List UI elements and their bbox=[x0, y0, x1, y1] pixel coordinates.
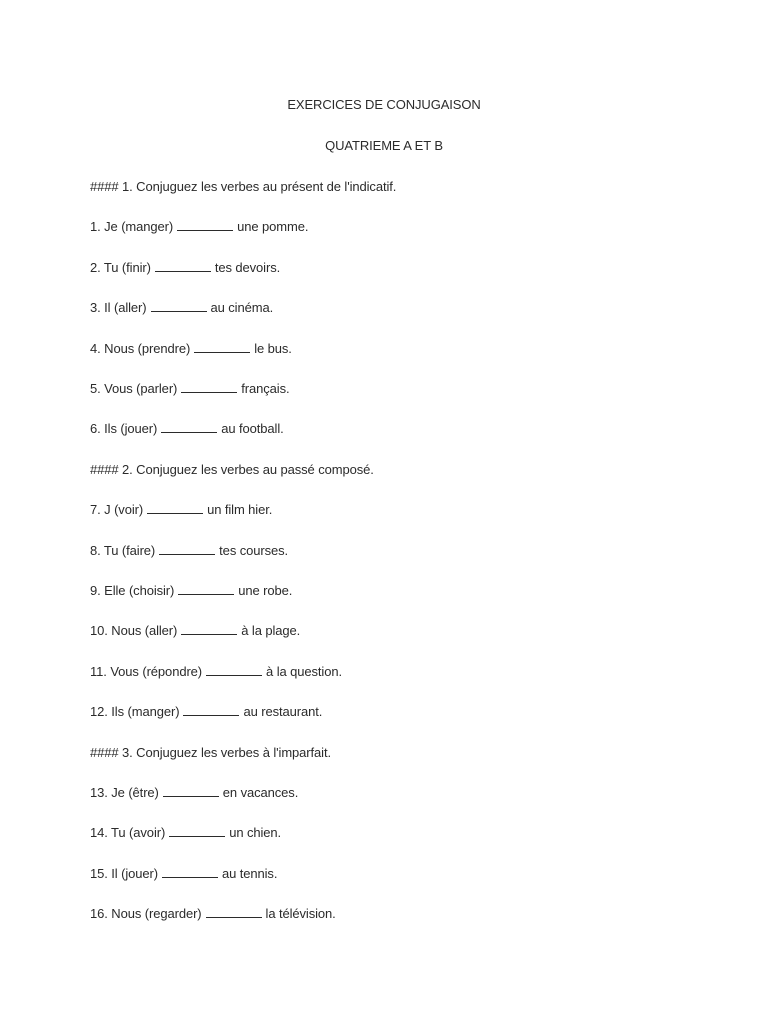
exercise-line bbox=[90, 866, 277, 882]
answer-blank[interactable] bbox=[169, 825, 225, 837]
answer-blank[interactable] bbox=[183, 704, 239, 716]
answer-blank[interactable] bbox=[147, 502, 203, 514]
exercise-rest: tes devoirs. bbox=[214, 260, 281, 275]
exercise-prompt: 13. Je (être) bbox=[90, 785, 159, 800]
answer-blank[interactable] bbox=[181, 381, 237, 393]
exercise-rest: un film hier. bbox=[207, 502, 273, 517]
exercise-line bbox=[90, 906, 336, 922]
answer-blank[interactable] bbox=[161, 421, 217, 433]
answer-blank[interactable] bbox=[177, 219, 233, 231]
exercise-prompt: 6. Ils (jouer) bbox=[90, 421, 158, 436]
exercise-line bbox=[90, 381, 290, 397]
exercise-line bbox=[90, 583, 292, 599]
exercise-rest: tes courses. bbox=[219, 543, 289, 558]
exercise-line bbox=[90, 543, 288, 559]
exercise-prompt: 3. Il (aller) bbox=[90, 300, 147, 315]
exercise-prompt: 9. Elle (choisir) bbox=[90, 583, 175, 598]
exercise-rest: une robe. bbox=[238, 583, 293, 598]
exercise-rest: une pomme. bbox=[237, 219, 309, 234]
exercise-rest: à la question. bbox=[266, 664, 342, 679]
section-heading-3: #### 3. Conjuguez les verbes à l'imparfait. bbox=[90, 745, 331, 760]
exercise-line bbox=[90, 219, 308, 235]
exercise-rest: à la plage. bbox=[241, 623, 301, 638]
exercise-line bbox=[90, 623, 300, 639]
document-title: EXERCICES DE CONJUGAISON bbox=[287, 97, 481, 112]
exercise-prompt: 4. Nous (prendre) bbox=[90, 341, 191, 356]
section-heading-2: #### 2. Conjuguez les verbes au passé composé. bbox=[90, 462, 374, 477]
exercise-prompt: 1. Je (manger) bbox=[90, 219, 174, 234]
exercise-rest: au football. bbox=[221, 421, 284, 436]
answer-blank[interactable] bbox=[151, 300, 207, 312]
exercise-line bbox=[90, 785, 298, 801]
exercise-rest: le bus. bbox=[254, 341, 292, 356]
exercise-line bbox=[90, 260, 280, 276]
document-subtitle: QUATRIEME A ET B bbox=[325, 138, 443, 153]
exercise-prompt: 2. Tu (finir) bbox=[90, 260, 151, 275]
exercise-prompt: 12. Ils (manger) bbox=[90, 704, 180, 719]
section-heading-1: #### 1. Conjuguez les verbes au présent de l'indicatif. bbox=[90, 179, 397, 194]
exercise-line bbox=[90, 704, 322, 720]
answer-blank[interactable] bbox=[206, 664, 262, 676]
exercise-prompt: 8. Tu (faire) bbox=[90, 543, 156, 558]
exercise-rest: français. bbox=[241, 381, 290, 396]
exercise-rest: la télévision. bbox=[265, 906, 336, 921]
exercise-rest: au restaurant. bbox=[243, 704, 323, 719]
exercise-prompt: 7. J (voir) bbox=[90, 502, 144, 517]
exercise-prompt: 14. Tu (avoir) bbox=[90, 825, 166, 840]
exercise-rest: au tennis. bbox=[221, 866, 278, 881]
answer-blank[interactable] bbox=[163, 785, 219, 797]
exercise-prompt: 16. Nous (regarder) bbox=[90, 906, 202, 921]
exercise-prompt: 15. Il (jouer) bbox=[90, 866, 158, 881]
exercise-line bbox=[90, 502, 272, 518]
exercise-line bbox=[90, 300, 273, 316]
exercise-prompt: 5. Vous (parler) bbox=[90, 381, 178, 396]
exercise-rest: en vacances. bbox=[222, 785, 299, 800]
answer-blank[interactable] bbox=[162, 866, 218, 878]
answer-blank[interactable] bbox=[194, 341, 250, 353]
answer-blank[interactable] bbox=[181, 623, 237, 635]
exercise-line bbox=[90, 341, 292, 357]
exercise-line bbox=[90, 825, 281, 841]
exercise-line bbox=[90, 664, 342, 680]
exercise-prompt: 10. Nous (aller) bbox=[90, 623, 178, 638]
answer-blank[interactable] bbox=[206, 906, 262, 918]
exercise-rest: au cinéma. bbox=[210, 300, 274, 315]
answer-blank[interactable] bbox=[155, 260, 211, 272]
answer-blank[interactable] bbox=[178, 583, 234, 595]
exercise-line bbox=[90, 421, 284, 437]
exercise-rest: un chien. bbox=[229, 825, 282, 840]
exercise-prompt: 11. Vous (répondre) bbox=[90, 664, 203, 679]
answer-blank[interactable] bbox=[159, 543, 215, 555]
